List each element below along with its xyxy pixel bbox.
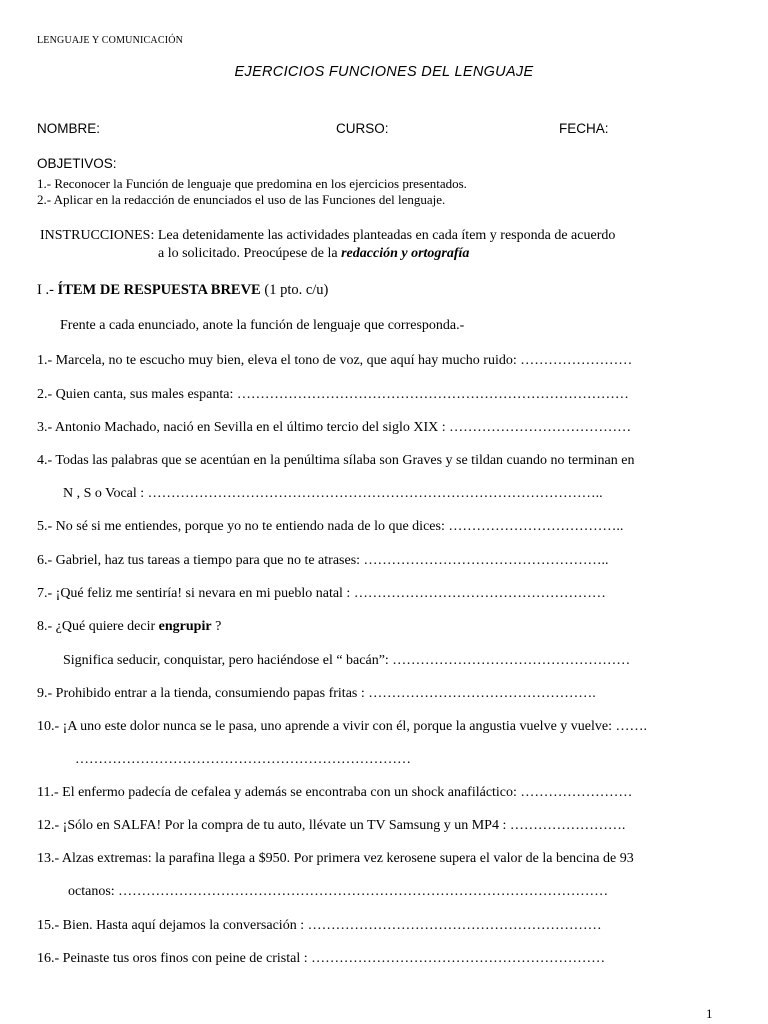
exercise-item-continued: N , S o Vocal : …………………………………………………………………………………….. bbox=[63, 486, 603, 501]
exercise-item-continued: Significa seducir, conquistar, pero haciéndose el “ bacán”: …………………………………………… bbox=[63, 653, 631, 668]
exercise-item: 9.- Prohibido entrar a la tienda, consumiendo papas fritas : …………………………………………. bbox=[37, 686, 596, 701]
exercise-item: 10.- ¡A uno este dolor nunca se le pasa, uno aprende a vivir con él, porque la angustia vuelve y vuelve: ……. bbox=[37, 719, 647, 734]
subject-header: LENGUAJE Y COMUNICACIÓN bbox=[37, 35, 184, 46]
exercise-item-continued: ……………………………………………………………… bbox=[75, 752, 411, 767]
section-number: I .- bbox=[37, 282, 58, 298]
exercise-keyword: engrupir bbox=[158, 619, 212, 634]
exercise-item: 1.- Marcela, no te escucho muy bien, eleva el tono de voz, que aquí hay mucho ruido: …………………… bbox=[37, 353, 633, 368]
exercise-item bbox=[37, 619, 221, 635]
exercise-item: 7.- ¡Qué feliz me sentiría! si nevara en mi pueblo natal : ……………………………………………… bbox=[37, 586, 606, 601]
exercise-item: 4.- Todas las palabras que se acentúan en la penúltima sílaba son Graves y se tildan cuando no terminan en bbox=[37, 453, 635, 468]
objective-item: 1.- Reconocer la Función de lenguaje que predomina en los ejercicios presentados. bbox=[37, 176, 467, 191]
section-intro: Frente a cada enunciado, anote la función de lenguaje que corresponda.- bbox=[60, 318, 465, 333]
exercise-item: 13.- Alzas extremas: la parafina llega a $950. Por primera vez kerosene supera el valor de la bencina de 93 bbox=[37, 851, 634, 866]
objective-item: 2.- Aplicar en la redacción de enunciados el uso de las Funciones del lenguaje. bbox=[37, 192, 446, 207]
section-points: (1 pto. c/u) bbox=[260, 282, 329, 298]
exercise-question-end: ? bbox=[211, 619, 222, 634]
exercise-item: 15.- Bien. Hasta aquí dejamos la conversación : ……………………………………………………… bbox=[37, 918, 602, 933]
date-field-label: FECHA: bbox=[559, 121, 609, 136]
exercise-item: 6.- Gabriel, haz tus tareas a tiempo para que no te atrases: …………………………………………….. bbox=[37, 553, 609, 568]
exercise-item: 3.- Antonio Machado, nació en Sevilla en el último tercio del siglo XIX : ………………………………… bbox=[37, 420, 632, 435]
exercise-item-continued: octanos: …………………………………………………………………………………………… bbox=[68, 884, 609, 899]
course-field-label: CURSO: bbox=[336, 121, 389, 136]
instructions-text: a lo solicitado. Preocúpese de la bbox=[158, 246, 342, 261]
exercise-item: 5.- No sé si me entiendes, porque yo no te entiendo nada de lo que dices: ……………………………….. bbox=[37, 519, 624, 534]
section-title: ÍTEM DE RESPUESTA BREVE bbox=[57, 282, 261, 298]
instructions-line: INSTRUCCIONES: Lea detenidamente las actividades planteadas en cada ítem y responda de acuerdo bbox=[40, 228, 616, 243]
exercise-item: 11.- El enfermo padecía de cefalea y además se encontraba con un shock anafiláctico: …………………… bbox=[37, 785, 633, 800]
exercise-item: 2.- Quien canta, sus males espanta: ………………………………………………………………………… bbox=[37, 387, 629, 402]
exercise-question: 8.- ¿Qué quiere decir bbox=[37, 619, 159, 634]
objectives-label: OBJETIVOS: bbox=[37, 156, 117, 171]
section-heading bbox=[37, 282, 328, 299]
instructions-line bbox=[158, 246, 469, 262]
exercise-item: 16.- Peinaste tus oros finos con peine de cristal : ……………………………………………………… bbox=[37, 951, 606, 966]
name-field-label: NOMBRE: bbox=[37, 121, 101, 136]
instructions-emphasis: redacción y ortografía bbox=[341, 246, 470, 261]
worksheet-title: EJERCICIOS FUNCIONES DEL LENGUAJE bbox=[234, 64, 534, 80]
page-number: 1 bbox=[706, 1006, 713, 1021]
exercise-item: 12.- ¡Sólo en SALFA! Por la compra de tu auto, llévate un TV Samsung y un MP4 : ……………………. bbox=[37, 818, 626, 833]
